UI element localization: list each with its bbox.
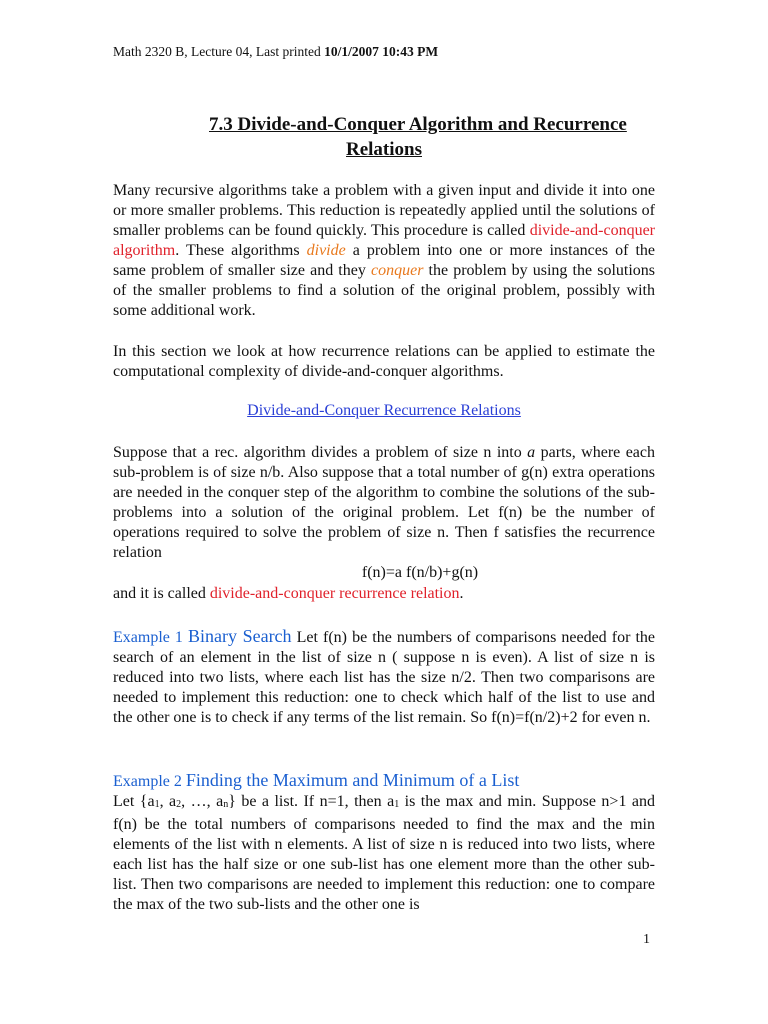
running-header (113, 44, 438, 60)
example-2-text-4: } be a list. If n=1, then a (228, 793, 395, 810)
page-title (113, 112, 655, 162)
section-heading: Divide-and-Conquer Recurrence Relations (247, 402, 521, 419)
section-text-d: . (459, 585, 464, 602)
subscript-2: 2 (176, 799, 182, 810)
term-divide: divide (306, 242, 346, 259)
section-text-a: Suppose that a rec. algorithm divides a problem of size n into (113, 444, 528, 461)
term-conquer: conquer (370, 262, 424, 279)
intro-text-a: Many recursive algorithms take a problem with a given input and divide it into one or more smaller problems. This reduction is repeatedly applied until the solutions of smaller problems can be found quickly. This procedure is called (113, 182, 655, 239)
example-1 (113, 626, 655, 728)
subscript-1b: 1 (394, 799, 400, 810)
example-2-label: Example 2 (113, 773, 186, 790)
title-line-1: 7.3 Divide-and-Conquer Algorithm and Recurrence (209, 114, 627, 135)
subscript-n: n (223, 799, 229, 810)
intro-paragraph-2: In this section we look at how recurrence relations can be applied to estimate the computational complexity of divide-and-conquer algorithms. (113, 343, 655, 380)
header-prefix: Math 2320 B, Lecture 04, Last printed (113, 44, 325, 59)
example-2 (113, 770, 655, 915)
term-recurrence-relation: divide-and-conquer recurrence relation (209, 585, 460, 602)
section-text-c: and it is called (113, 585, 210, 602)
section-conclusion (113, 584, 655, 604)
example-1-label: Example 1 (113, 629, 189, 646)
example-1-name: Binary Search (188, 626, 292, 646)
example-2-text-1: Let {a (113, 793, 155, 810)
section-paragraph (113, 443, 655, 563)
intro-text-d: the problem by using the solutions of the smaller problems to find a solution of the original problem, possibly with some additional work. (113, 262, 656, 319)
page-number: 1 (643, 932, 650, 947)
title-line-2: Relations (346, 139, 422, 160)
example-2-name: Finding the Maximum and Minimum of a List (185, 770, 520, 790)
variable-a: a (527, 444, 536, 461)
term-divide-and-conquer-algorithm: divide-and-conquer algorithm (113, 222, 655, 259)
intro-text-c: a problem into one or more instances of the same problem of smaller size and they (113, 242, 655, 279)
example-1-text: Let f(n) be the numbers of comparisons needed for the search of an element in the list of size n ( suppose n is even). A list of size n is reduced into two lists, where each list has the size n/2. Then two comparisons are needed to implement this reduction: one to check which half of the list to use and the other one is to check if any terms of the list remain. So f(n)=f(n/2)+2 for even n. (113, 629, 656, 726)
recurrence-formula: f(n)=a f(n/b)+g(n) (361, 564, 479, 581)
example-2-text-5: is the max and min. Suppose n>1 and f(n) be the total numbers of comparisons needed to find the max and the min elements of the list with n elements. A list of size n is reduced into two lists, where each list has the half size or one sub-list has one element more than the other sub-list. Then two comparisons are needed to implement this reduction: one to compare the max of the two sub-lists and the other one is (113, 793, 656, 913)
example-2-text-3: , …, a (181, 793, 224, 810)
header-printed-date: 10/1/2007 10:43 PM (324, 44, 439, 59)
example-2-text-2: , a (159, 793, 177, 810)
intro-text-b: . These algorithms (175, 242, 307, 259)
subscript-1: 1 (154, 799, 160, 810)
intro-paragraph (113, 181, 655, 321)
section-text-b: parts, where each sub-problem is of size n/b. Also suppose that a total number of g(n) extra operations are needed in the conquer step of the algorithm to combine the solutions of the sub-problems into a solution of the original problem. Let f(n) be the number of operations required to solve the problem of size n. Then f satisfies the recurrence relation (113, 444, 656, 561)
